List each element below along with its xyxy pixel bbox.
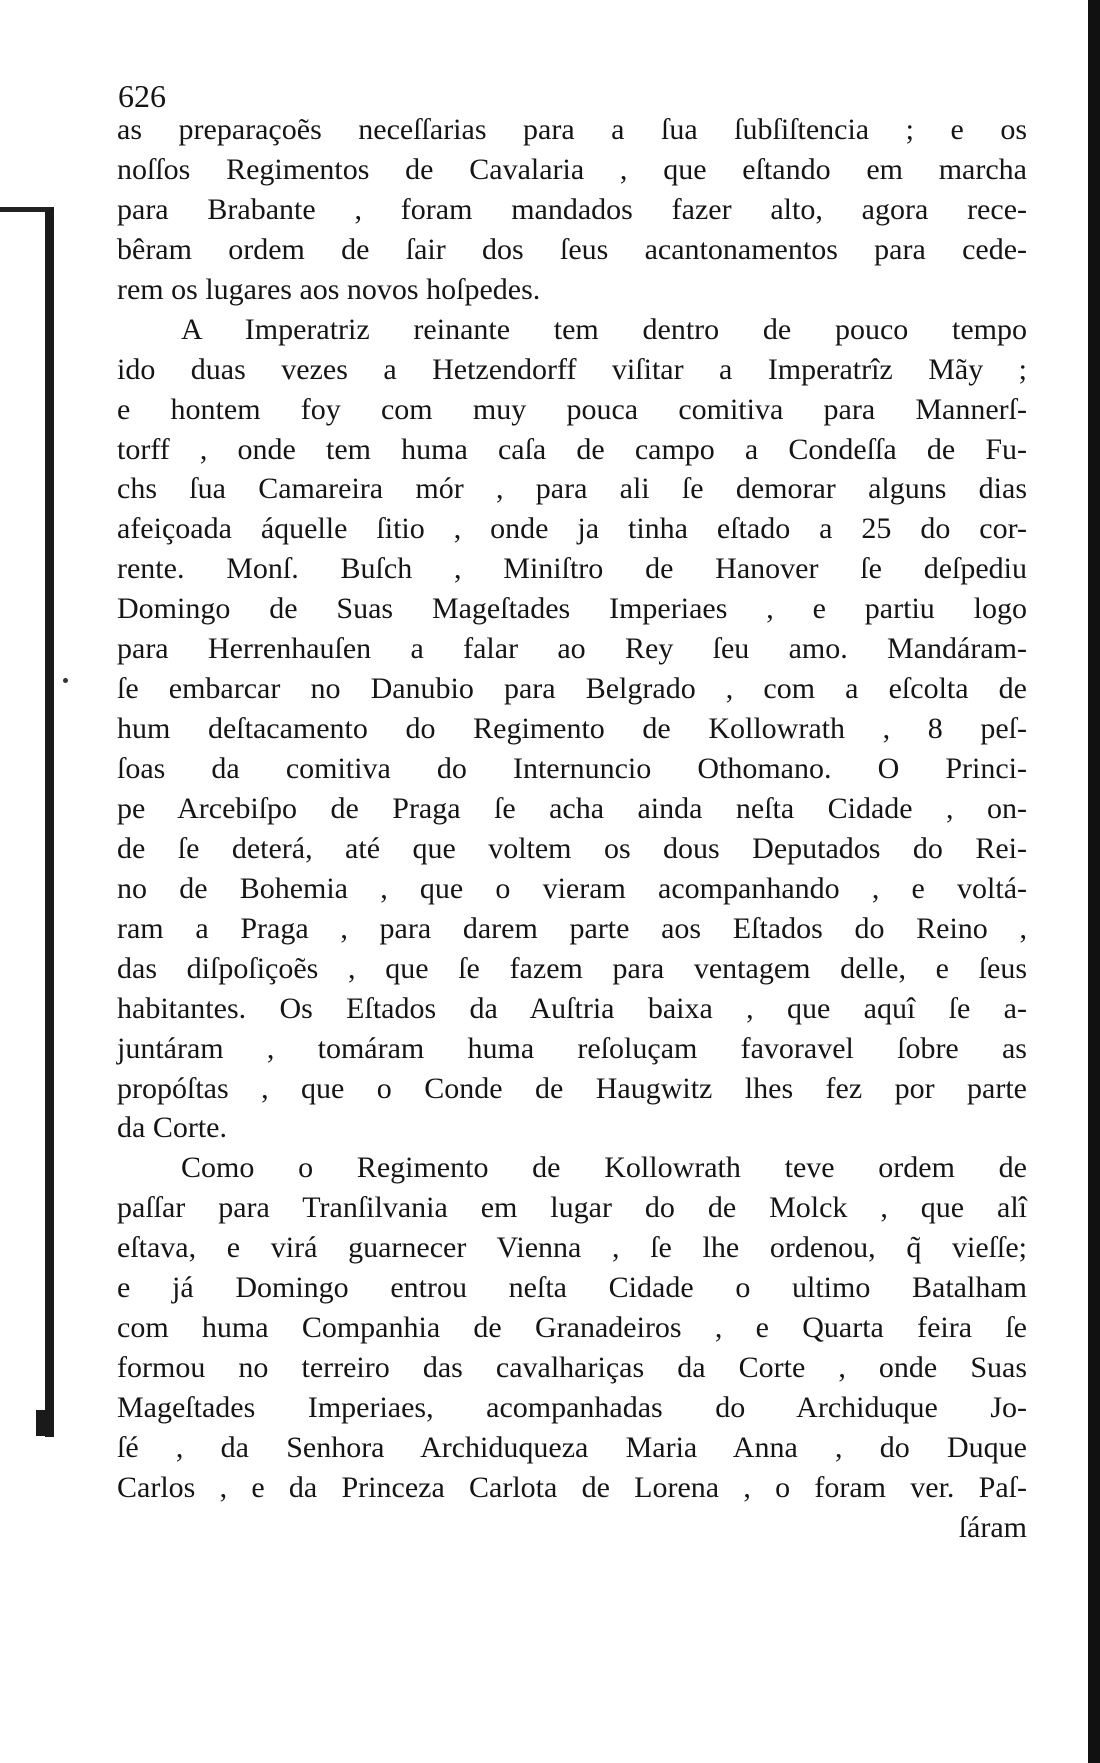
- text-line: e hontem foy com muy pouca comitiva para Mannerſ-: [117, 392, 1027, 426]
- margin-bracket-mark: [0, 207, 54, 1437]
- text-line: Como o Regimento de Kollowrath teve ordem de: [181, 1151, 1027, 1185]
- text-line: noſſos Regimentos de Cavalaria , que eſtando em marcha: [117, 152, 1027, 186]
- margin-bracket-foot: [36, 1410, 54, 1436]
- text-line: Mageſtades Imperiaes, acompanhadas do Archiduque Jo-: [117, 1391, 1027, 1424]
- text-line: ram a Praga , para darem parte aos Eſtados do Reino ,: [117, 911, 1027, 945]
- text-line: rente. Monſ. Buſch , Miniſtro de Hanover ſe deſpediu: [117, 552, 1027, 586]
- text-line: propóſtas , que o Conde de Haugwitz lhes fez por parte: [117, 1071, 1027, 1105]
- text-line: ido duas vezes a Hetzendorff viſitar a Imperatrîz Mãy ;: [117, 352, 1027, 386]
- text-line: juntáram , tomáram huma reſoluçam favoravel ſobre as: [117, 1031, 1027, 1065]
- text-line: pe Arcebiſpo de Praga ſe acha ainda neſta Cidade , on-: [117, 791, 1027, 825]
- text-line: no de Bohemia , que o vieram acompanhando , e voltá-: [117, 871, 1027, 905]
- text-line: paſſar para Tranſilvania em lugar do de Molck , que alî: [117, 1191, 1027, 1225]
- text-line: com huma Companhia de Granadeiros , e Quarta feira ſe: [117, 1311, 1027, 1345]
- text-line: Domingo de Suas Mageſtades Imperiaes , e partiu logo: [117, 592, 1027, 626]
- text-line: eſtava, e virá guarnecer Vienna , ſe lhe ordenou, q̃ vieſſe;: [117, 1231, 1027, 1265]
- text-line: e já Domingo entrou neſta Cidade o ultimo Batalham: [117, 1271, 1027, 1305]
- text-line: chs ſua Camareira mór , para ali ſe demorar alguns dias: [117, 472, 1027, 506]
- text-line: hum deſtacamento do Regimento de Kollowrath , 8 peſ-: [117, 712, 1027, 746]
- text-line: bêram ordem de ſair dos ſeus acantonamentos para cede-: [117, 232, 1027, 266]
- text-line: afeiçoada áquelle ſitio , onde ja tinha eſtado a 25 do cor-: [117, 512, 1027, 546]
- text-line: das diſpoſiçoẽs , que ſe fazem para ventagem delle, e ſeus: [117, 951, 1027, 985]
- text-line: para Brabante , foram mandados fazer alto, agora rece-: [117, 192, 1027, 226]
- text-line: formou no terreiro das cavalhariças da Corte , onde Suas: [117, 1351, 1027, 1385]
- text-line: as preparaçoẽs neceſſarias para a ſua ſubſiſtencia ; e os: [117, 113, 1027, 146]
- text-line: para Herrenhauſen a falar ao Rey ſeu amo. Mandáram-: [117, 632, 1027, 666]
- text-line: ſé , da Senhora Archiduqueza Maria Anna , do Duque: [117, 1430, 1027, 1464]
- ink-speck: [63, 678, 68, 683]
- page-number: 626: [118, 78, 166, 114]
- text-line: ſe embarcar no Danubio para Belgrado , com a eſcolta de: [117, 672, 1027, 706]
- page-edge-shadow: [1088, 0, 1100, 1763]
- text-line: habitantes. Os Eſtados da Auſtria baixa , que aquî ſe a-: [117, 991, 1027, 1025]
- text-line: A Imperatriz reinante tem dentro de pouco tempo: [181, 312, 1027, 346]
- text-line: ſáram: [958, 1510, 1027, 1544]
- text-line: Carlos , e da Princeza Carlota de Lorena , o foram ver. Paſ-: [117, 1470, 1027, 1504]
- text-line: rem os lugares aos novos hoſpedes.: [117, 272, 541, 306]
- body-text: [117, 110, 1027, 1548]
- text-line: ſoas da comitiva do Internuncio Othomano. O Princi-: [117, 752, 1027, 785]
- text-line: da Corte.: [117, 1111, 227, 1145]
- text-line: de ſe deterá, até que voltem os dous Deputados do Rei-: [117, 831, 1027, 865]
- text-line: torff , onde tem huma caſa de campo a Condeſſa de Fu-: [117, 432, 1027, 466]
